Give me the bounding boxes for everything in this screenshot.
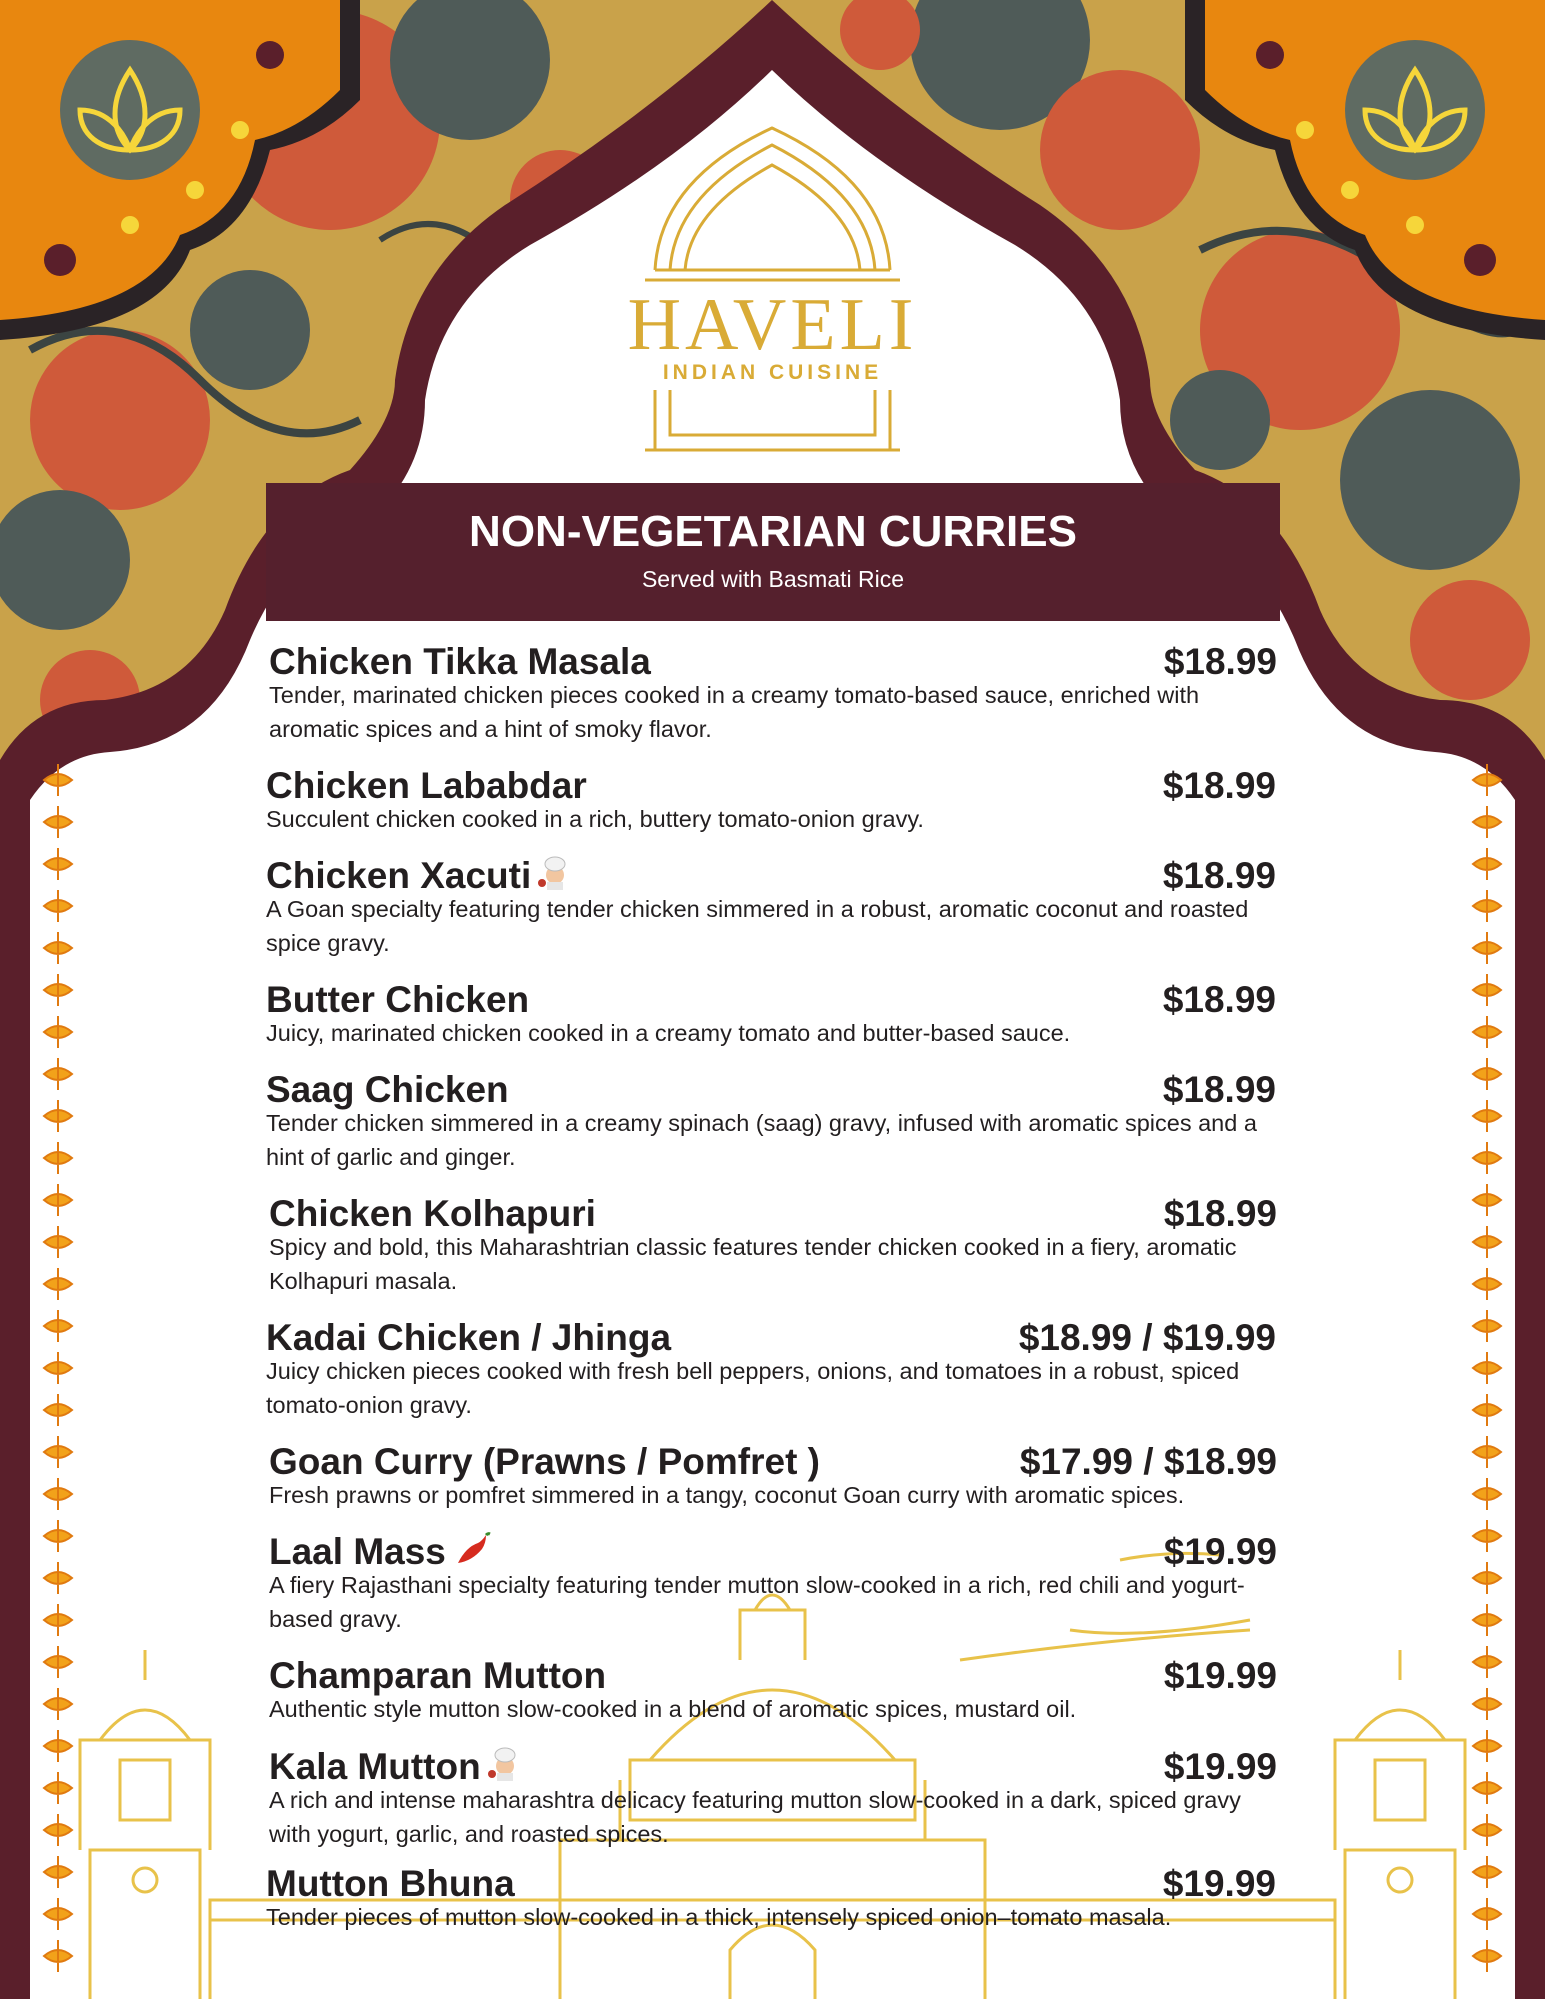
item-name [269, 1530, 492, 1577]
menu-item [269, 1192, 1277, 1298]
menu-item [269, 1745, 1277, 1851]
item-name-text: Laal Mass [269, 1531, 446, 1572]
section-title: NON-VEGETARIAN CURRIES [469, 507, 1077, 556]
menu-item [266, 1068, 1276, 1174]
item-name-text: Kala Mutton [269, 1746, 481, 1787]
item-description: Tender pieces of mutton slow-cooked in a thick, intensely spiced onion–tomato masala. [266, 1904, 1172, 1930]
brand-subtitle: INDIAN CUISINE [662, 361, 883, 384]
menu-item [269, 1530, 1277, 1636]
item-name: Goan Curry (Prawns / Pomfret ) [269, 1441, 820, 1482]
item-price: $18.99 / $19.99 [1018, 1317, 1276, 1358]
item-name [266, 854, 573, 901]
item-price: $18.99 [1163, 641, 1277, 682]
item-name: Butter Chicken [266, 979, 530, 1020]
menu-item [269, 640, 1277, 746]
item-description: A Goan specialty featuring tender chicken simmered in a robust, aromatic coconut and roasted spice gravy. [266, 896, 1249, 956]
menu-item [266, 1316, 1276, 1422]
brand-name: HAVELI [627, 284, 918, 366]
item-name: Chicken Tikka Masala [269, 641, 651, 682]
item-description: Fresh prawns or pomfret simmered in a tangy, coconut Goan curry with aromatic spices. [269, 1482, 1185, 1508]
item-price: $18.99 [1162, 979, 1276, 1020]
item-price: $19.99 [1163, 1746, 1277, 1787]
menu-item [266, 978, 1276, 1050]
item-description: Spicy and bold, this Maharashtrian classic features tender chicken cooked in a fiery, aromatic Kolhapuri masala. [269, 1234, 1237, 1294]
item-price: $18.99 [1162, 765, 1276, 806]
item-description: Tender, marinated chicken pieces cooked in a creamy tomato-based sauce, enriched with aromatic spices and a hint of smoky flavor. [269, 682, 1200, 742]
item-name [269, 1745, 523, 1792]
menu-item [266, 1862, 1276, 1934]
item-description: Juicy chicken pieces cooked with fresh bell peppers, onions, and tomatoes in a robust, spiced tomato-onion gravy. [266, 1358, 1240, 1418]
item-name: Mutton Bhuna [266, 1863, 515, 1904]
item-price: $18.99 [1162, 855, 1276, 896]
item-name: Champaran Mutton [269, 1655, 607, 1696]
item-name: Kadai Chicken / Jhinga [266, 1317, 672, 1358]
item-description: A fiery Rajasthani specialty featuring tender mutton slow-cooked in a rich, red chili and yogurt-based gravy. [269, 1572, 1245, 1632]
item-price: $19.99 [1163, 1655, 1277, 1696]
chef-icon [487, 1746, 523, 1792]
item-description: Authentic style mutton slow-cooked in a blend of aromatic spices, mustard oil. [269, 1696, 1077, 1722]
item-description: A rich and intense maharashtra delicacy featuring mutton slow-cooked in a dark, spiced gravy with yogurt, garlic, and roasted spices. [269, 1787, 1241, 1847]
chili-pepper-icon [452, 1531, 492, 1577]
item-name: Chicken Lababdar [266, 765, 587, 806]
item-price: $18.99 [1163, 1193, 1277, 1234]
item-description: Tender chicken simmered in a creamy spinach (saag) gravy, infused with aromatic spices and a hint of garlic and ginger. [266, 1110, 1257, 1170]
item-price: $19.99 [1163, 1531, 1277, 1572]
menu-item [269, 1654, 1277, 1726]
menu-item [266, 854, 1276, 960]
item-description: Juicy, marinated chicken cooked in a creamy tomato and butter-based sauce. [266, 1020, 1071, 1046]
item-name-text: Chicken Xacuti [266, 855, 532, 896]
item-price: $19.99 [1162, 1863, 1276, 1904]
item-price: $17.99 / $18.99 [1019, 1441, 1277, 1482]
item-name: Saag Chicken [266, 1069, 509, 1110]
item-description: Succulent chicken cooked in a rich, buttery tomato-onion gravy. [266, 806, 924, 832]
section-subtitle: Served with Basmati Rice [641, 566, 905, 592]
item-price: $18.99 [1162, 1069, 1276, 1110]
chef-icon [537, 855, 573, 901]
menu-item [269, 1440, 1277, 1512]
menu-item [266, 764, 1276, 836]
item-name: Chicken Kolhapuri [269, 1193, 596, 1234]
